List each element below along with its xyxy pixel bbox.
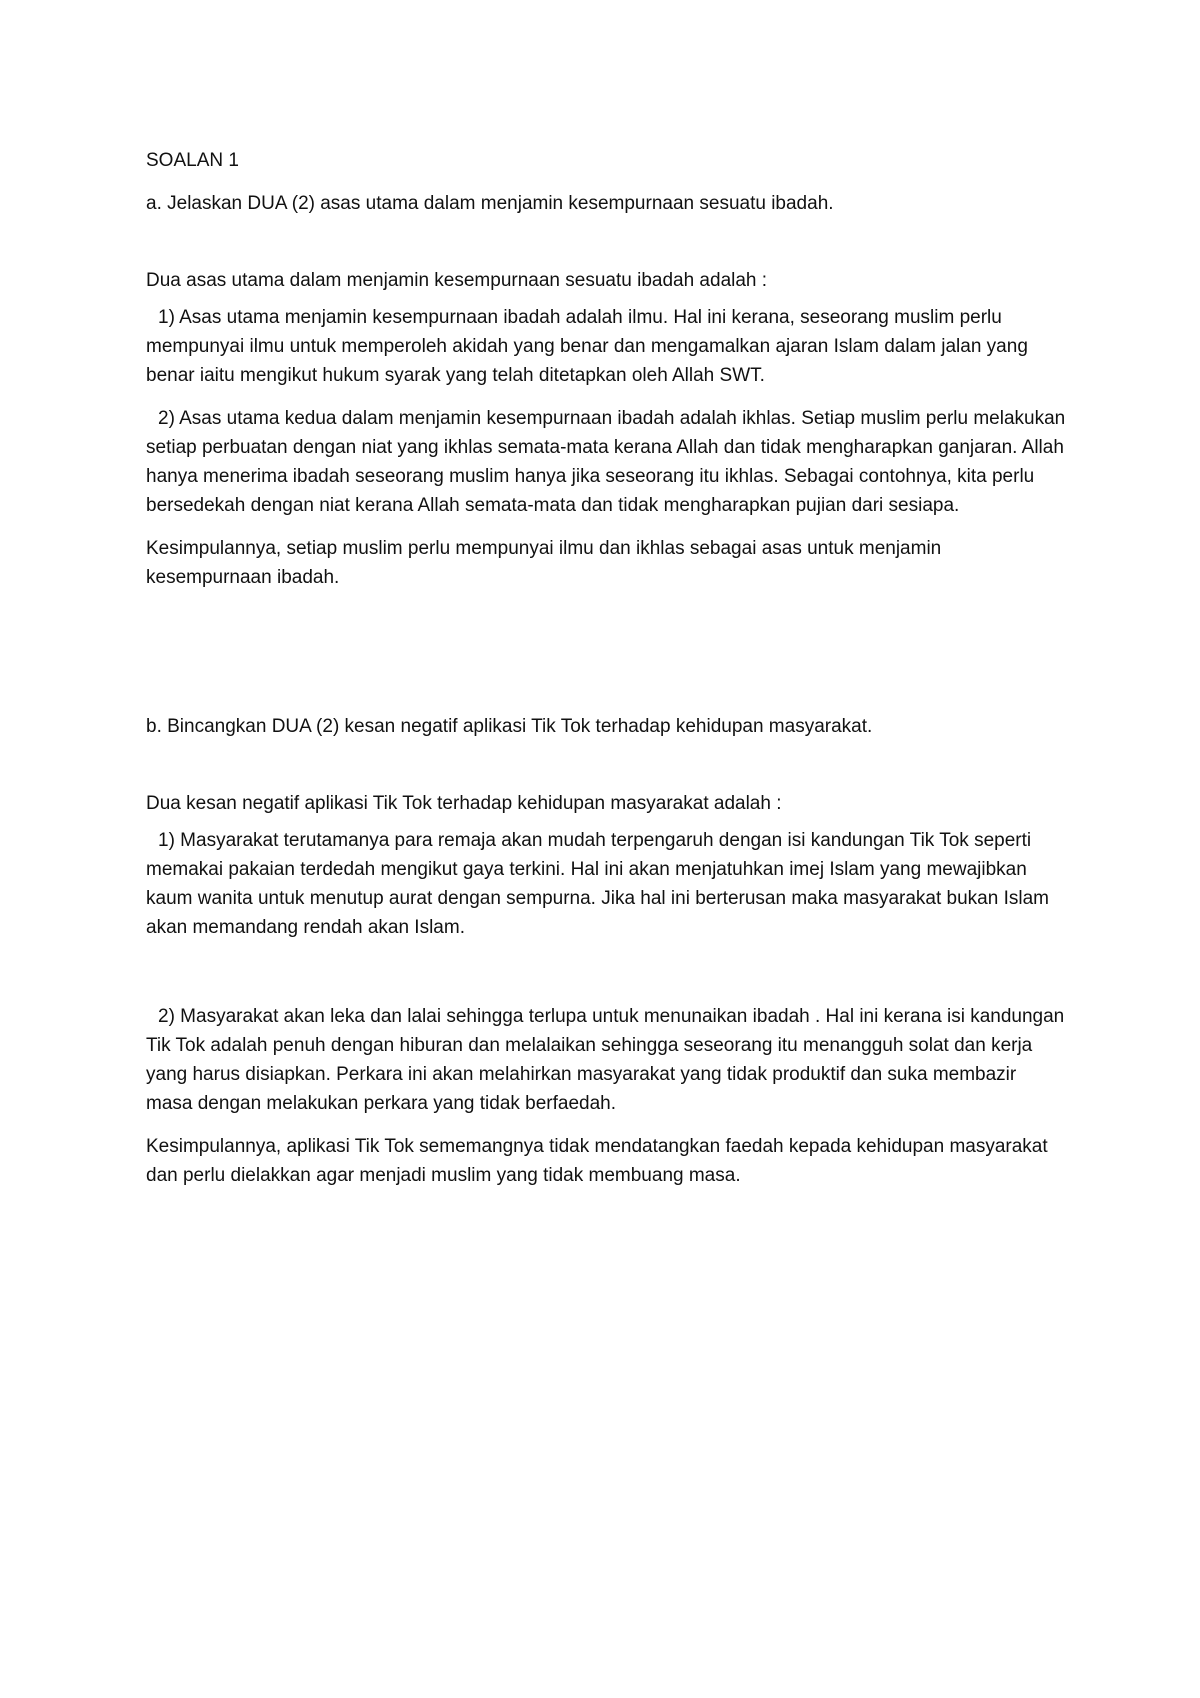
part-b-conclusion: Kesimpulannya, aplikasi Tik Tok sememangnya tidak mendatangkan faedah kepada kehidupan masyarakat dan perlu dielakkan agar menjadi muslim yang tidak membuang masa. <box>146 1136 1053 1186</box>
part-b-section <box>146 712 1070 1190</box>
part-a-intro: Dua asas utama dalam menjamin kesempurnaan sesuatu ibadah adalah : <box>146 270 768 291</box>
part-a-conclusion: Kesimpulannya, setiap muslim perlu mempunyai ilmu dan ikhlas sebagai asas untuk menjamin kesempurnaan ibadah. <box>146 538 947 588</box>
part-a-section <box>146 189 1071 592</box>
part-b-intro: Dua kesan negatif aplikasi Tik Tok terhadap kehidupan masyarakat adalah : <box>146 793 782 814</box>
document-body <box>146 146 1071 1204</box>
part-a-point-1: 1) Asas utama menjamin kesempurnaan ibadah adalah ilmu. Hal ini kerana, seseorang muslim perlu mempunyai ilmu untuk memperoleh akidah yang benar dan mengamalkan ajaran Islam dalam jalan yang benar iaitu mengikut hukum syarak yang telah ditetapkan oleh Allah SWT. <box>146 307 1034 386</box>
section-spacer <box>146 606 1066 712</box>
point-spacer <box>146 956 1066 1002</box>
part-a-question: a. Jelaskan DUA (2) asas utama dalam menjamin kesempurnaan sesuatu ibadah. <box>146 193 834 214</box>
part-a-point-2: 2) Asas utama kedua dalam menjamin kesempurnaan ibadah adalah ikhlas. Setiap muslim perlu melakukan setiap perbuatan dengan niat yang ikhlas semata-mata kerana Allah dan tidak mengharapkan ganjaran. Allah hanya menerima ibadah seseorang muslim hanya jika seseorang itu ikhlas. Sebagai contohnya, kita perlu bersedekah dengan niat kerana Allah semata-mata dan tidak mengharapkan pujian dari sesiapa. <box>146 408 1071 516</box>
part-b-point-2: 2) Masyarakat akan leka dan lalai sehingga terlupa untuk menunaikan ibadah . Hal ini kerana isi kandungan Tik Tok adalah penuh dengan hiburan dan melalaikan sehingga seseorang itu menangguh solat dan kerja yang harus disiapkan. Perkara ini akan melahirkan masyarakat yang tidak produktif dan suka membazir masa dengan melakukan perkara yang tidak berfaedah. <box>146 1006 1070 1114</box>
part-b-point-1: 1) Masyarakat terutamanya para remaja akan mudah terpengaruh dengan isi kandungan Tik Tok seperti memakai pakaian terdedah mengikut gaya terkini. Hal ini akan menjatuhkan imej Islam yang mewajibkan kaum wanita untuk menutup aurat dengan sempurna. Jika hal ini berterusan maka masyarakat bukan Islam akan memandang rendah akan Islam. <box>146 830 1055 938</box>
part-b-question: b. Bincangkan DUA (2) kesan negatif aplikasi Tik Tok terhadap kehidupan masyarakat. <box>146 716 873 737</box>
document-title: SOALAN 1 <box>146 150 239 171</box>
